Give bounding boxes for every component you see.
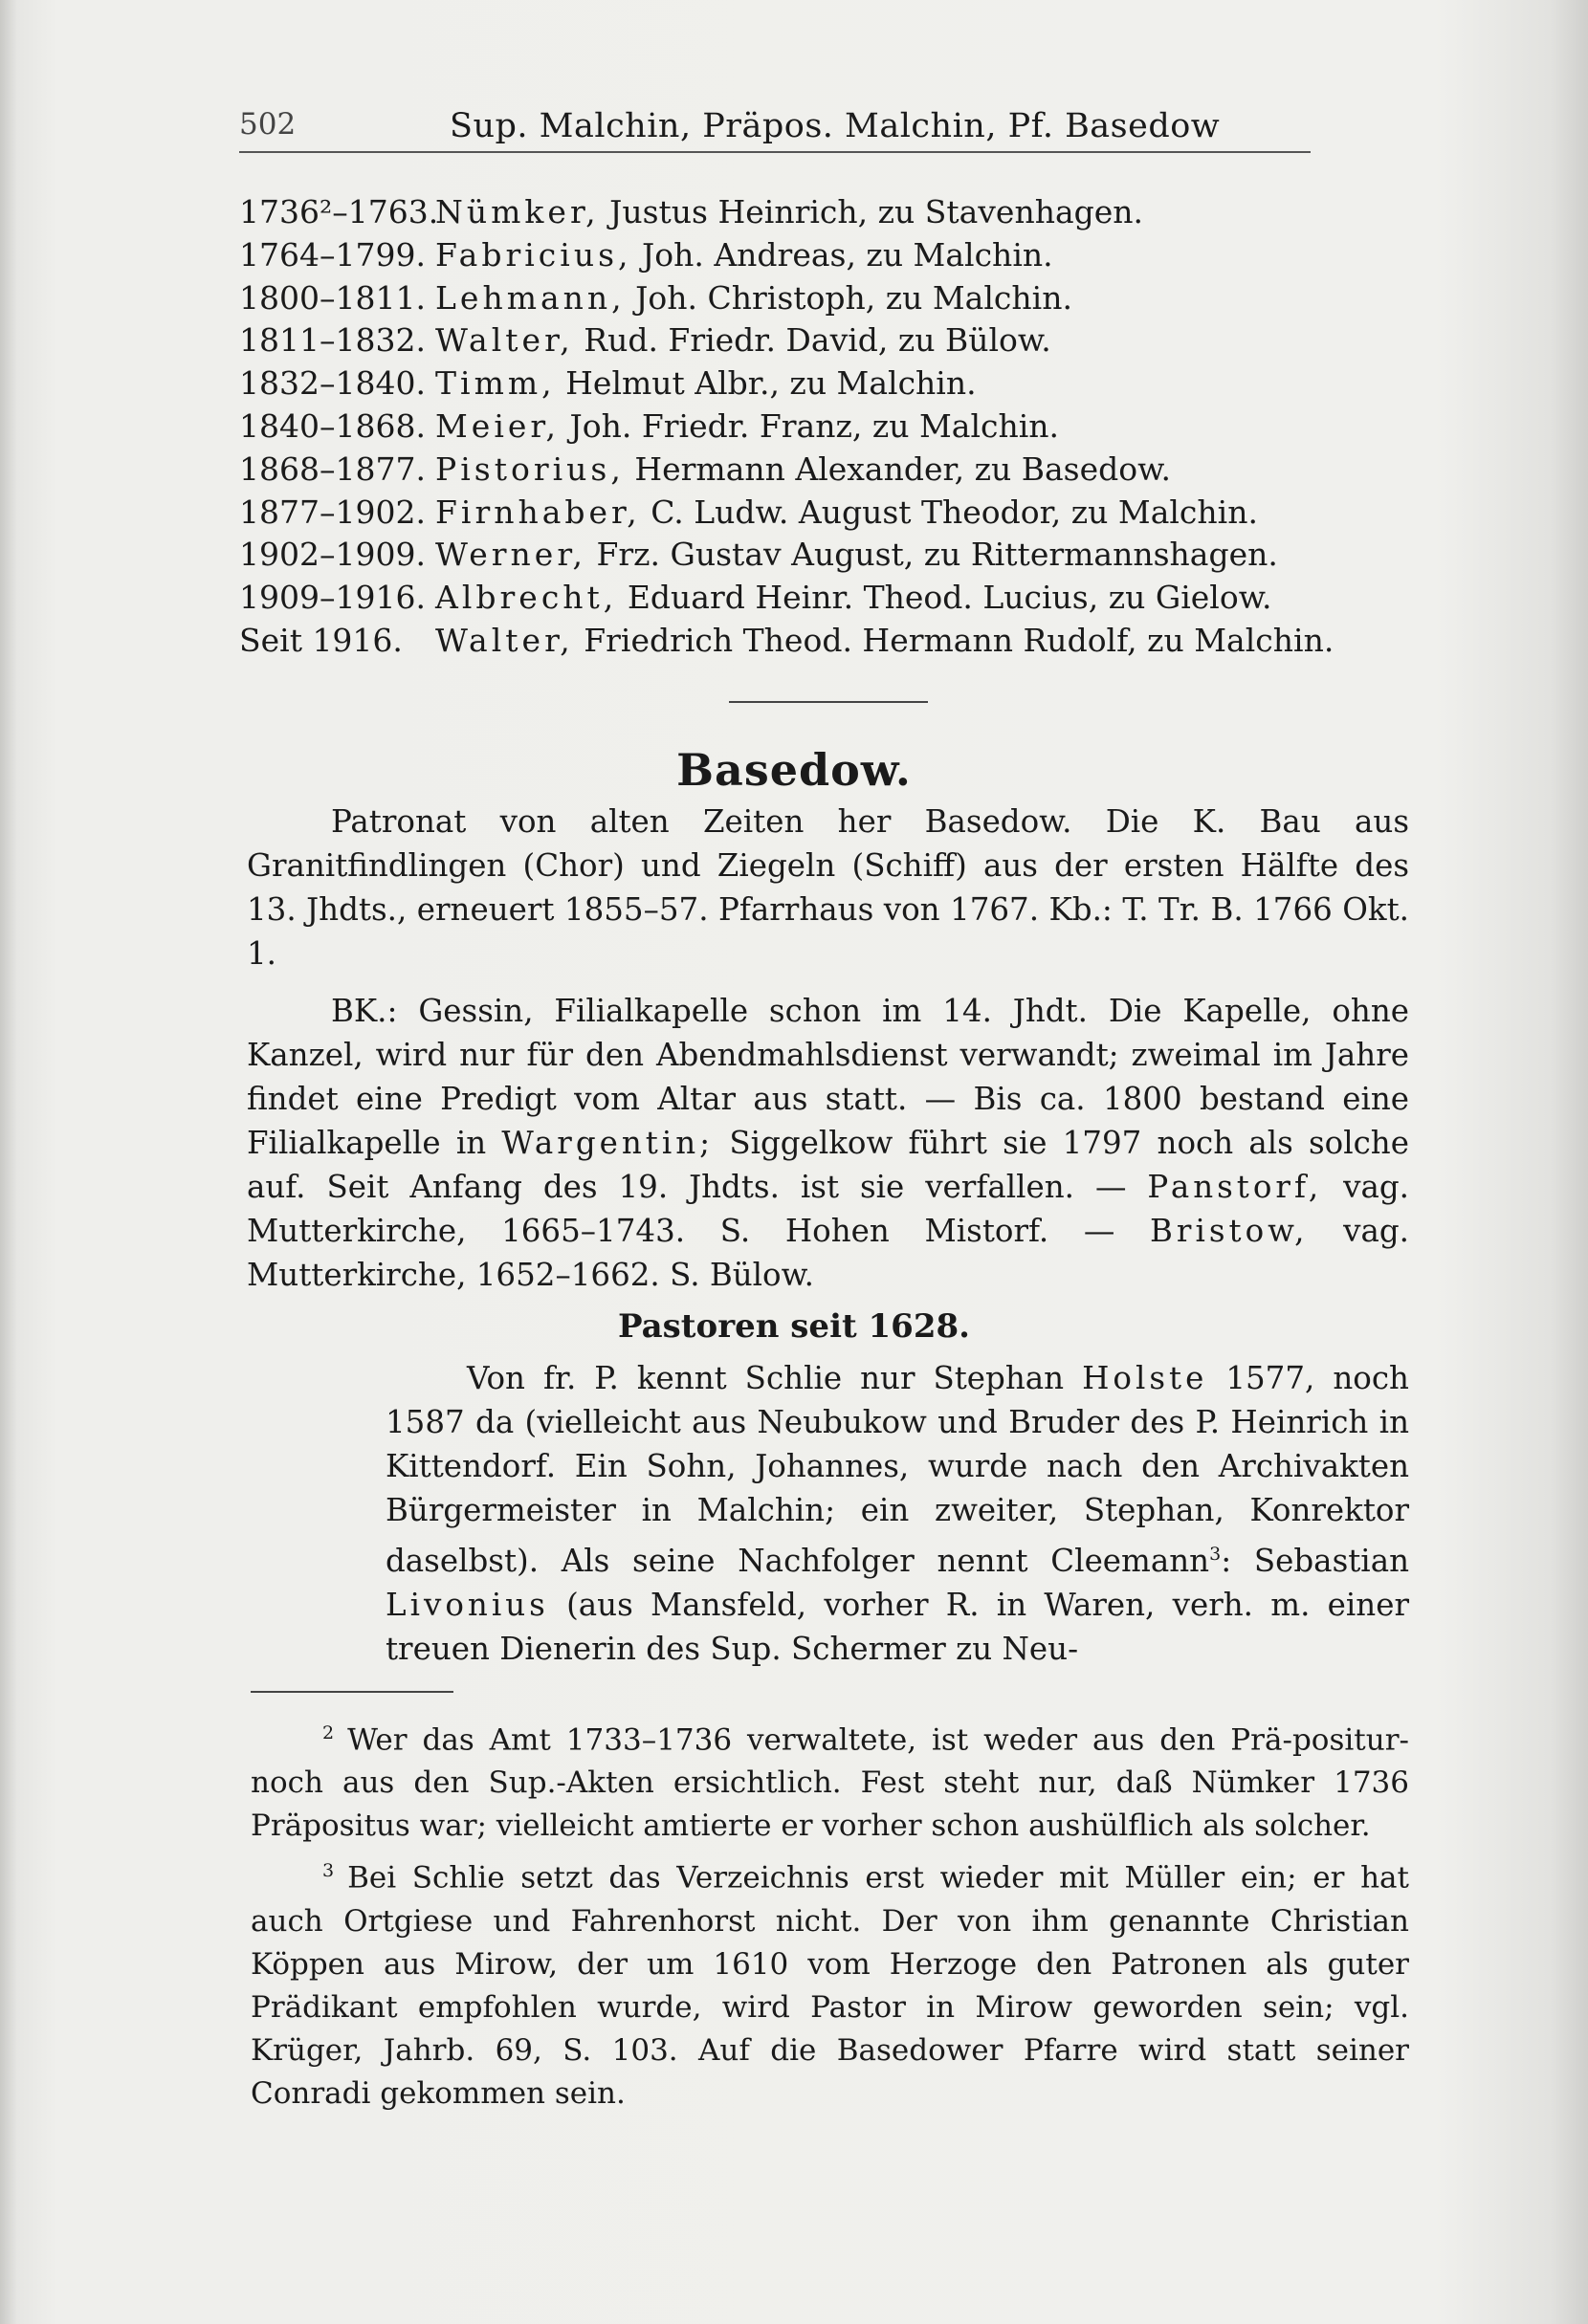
footnote — [251, 1712, 1409, 1848]
pastor-row — [239, 319, 1425, 362]
pastor-years: 1902–1909. — [239, 536, 426, 574]
footnote-reference: 3 — [1209, 1544, 1222, 1565]
footnotes — [251, 1712, 1409, 2117]
place-name: Wargentin; — [501, 1125, 715, 1161]
pastor-surname: Albrecht, — [435, 579, 618, 617]
footnote-mark: 3 — [322, 1860, 335, 1882]
pastor-details: Helmut Albr., zu Malchin. — [565, 364, 977, 403]
pastors-history-paragraph: Von fr. P. kennt Schlie nur Stephan Holste 1577, noch 1587 da (vielleicht aus Neubukow und Bruder des P. Heinrich in Kittendorf. Ein Sohn, Johannes, wurde nach den Archivakten Bürgermeister in Malchin; ein zweiter, Stephan, Konrektor daselbst). Als seine Nachfolger nennt Cleemann$^3$: Sebastian Livonius (aus Mansfeld, vorher R. in Waren, verh. m. einer treuen Dienerin des Sup. Schermer zu Neu- — [386, 1360, 1410, 1667]
pastor-row — [239, 492, 1425, 535]
person-name: Livonius — [386, 1586, 549, 1623]
pastor-row — [239, 277, 1425, 320]
pastor-years: 1811–1832. — [239, 321, 426, 360]
pastor-surname: Walter, — [435, 321, 574, 360]
pastor-details: Justus Heinrich, zu Stavenhagen. — [609, 193, 1144, 230]
pastor-surname: Walter, — [435, 621, 574, 659]
running-head: Sup. Malchin, Präpos. Malchin, Pf. Basedow — [450, 107, 1221, 145]
pastor-row — [239, 449, 1425, 492]
place-name: Bristow, — [1150, 1213, 1309, 1249]
pastor-years: 1736²–1763. — [239, 193, 439, 230]
page-header — [239, 107, 1311, 153]
pastor-row — [239, 534, 1425, 577]
pastor-years: 1877–1902. — [239, 493, 426, 531]
patronage-paragraph: Patronat von alten Zeiten her Basedow. Die K. Bau aus Granitfindlingen (Chor) und Ziegeln (Schiff) aus der ersten Hälfte des 13. Jhdts., erneuert 1855–57. Pfarrhaus von 1767. Kb.: T. Tr. B. 1766 Okt. 1. — [247, 803, 1409, 972]
pastor-years: 1909–1916. — [239, 579, 426, 617]
footnote — [251, 1850, 1409, 2115]
footnote-mark: 2 — [322, 1722, 335, 1743]
pastors-history — [386, 1356, 1409, 1671]
pastors-subheading: Pastoren seit 1628. — [617, 1307, 970, 1346]
pastor-details: Friedrich Theod. Hermann Rudolf, zu Malchin. — [584, 621, 1334, 659]
pastor-surname: Fabricius, — [435, 235, 632, 274]
pastor-details: Rud. Friedr. David, zu Bülow. — [584, 321, 1051, 360]
pastor-surname: Lehmann, — [435, 278, 626, 317]
pastor-details: Joh. Friedr. Franz, zu Malchin. — [569, 406, 1060, 445]
pastor-row — [239, 620, 1425, 663]
section-body — [247, 800, 1409, 1310]
footnote-text: Bei Schlie setzt das Verzeichnis erst wieder mit Müller ein; er hat auch Ortgiese und Fahrenhorst nicht. Der von ihm genannte Christian Köppen aus Mirow, der um 1610 vom Herzoge den Patronen als guter Prädikant empfohlen wurde, wird Pastor in Mirow geworden sein; vgl. Krüger, Jahrb. 69, S. 103. Auf die Basedower Pfarre wird statt seiner Conradi gekommen sein. — [251, 1860, 1409, 2111]
pastor-years: 1840–1868. — [239, 406, 426, 445]
pastor-surname: Nümker, — [435, 193, 600, 230]
pastor-details: Frz. Gustav August, zu Rittermannshagen. — [596, 536, 1278, 574]
pastor-surname: Timm, — [435, 364, 556, 403]
pastor-details: Joh. Andreas, zu Malchin. — [642, 235, 1053, 274]
footnote-rule — [251, 1691, 453, 1693]
pastor-row — [239, 406, 1425, 449]
pastor-years: 1800–1811. — [239, 278, 426, 317]
section-divider — [729, 701, 928, 703]
person-name: Holste — [1082, 1360, 1208, 1396]
pastor-years: Seit 1916. — [239, 621, 403, 659]
pastor-surname: Firnhaber, — [435, 493, 641, 531]
pastor-years: 1764–1799. — [239, 235, 426, 274]
pastor-row — [239, 362, 1425, 406]
pastor-row — [239, 234, 1425, 277]
pastor-years: 1868–1877. — [239, 449, 426, 488]
pastor-surname: Werner, — [435, 536, 586, 574]
section-title: Basedow. — [676, 744, 912, 796]
pastor-details: Eduard Heinr. Theod. Lucius, zu Gielow. — [627, 579, 1272, 617]
pastor-surname: Pistorius, — [435, 449, 625, 488]
pastor-list — [239, 191, 1425, 663]
page-number: 502 — [239, 107, 297, 142]
pastor-surname: Meier, — [435, 406, 561, 445]
pastor-details: Hermann Alexander, zu Basedow. — [634, 449, 1171, 488]
place-name: Panstorf, — [1147, 1169, 1323, 1205]
pastor-row — [239, 191, 1425, 234]
chapels-paragraph: BK.: Gessin, Filialkapelle schon im 14. Jhdt. Die Kapelle, ohne Kanzel, wird nur für den Abendmahlsdienst verwandt; zweimal im Jahre findet eine Predigt vom Altar aus statt. — Bis ca. 1800 bestand eine Filialkapelle in Wargentin; Siggelkow führt sie 1797 noch als solche auf. Seit Anfang des 19. Jhdts. ist sie verfallen. — Panstorf, vag. Mutterkirche, 1665–1743. S. Hohen Mistorf. — Bristow, vag. Mutterkirche, 1652–1662. S. Bülow. — [247, 993, 1410, 1293]
pastor-details: Joh. Christoph, zu Malchin. — [635, 278, 1072, 317]
pastor-details: C. Ludw. August Theodor, zu Malchin. — [651, 493, 1258, 531]
pastor-row — [239, 577, 1425, 620]
footnote-text: Wer das Amt 1733–1736 verwaltete, ist weder aus den Prä-positur- noch aus den Sup.-Akten ersichtlich. Fest steht nur, daß Nümker 1736 Präpositus war; vielleicht amtierte er vorher schon aushülflich als solcher. — [251, 1722, 1409, 1844]
pastor-years: 1832–1840. — [239, 364, 426, 403]
